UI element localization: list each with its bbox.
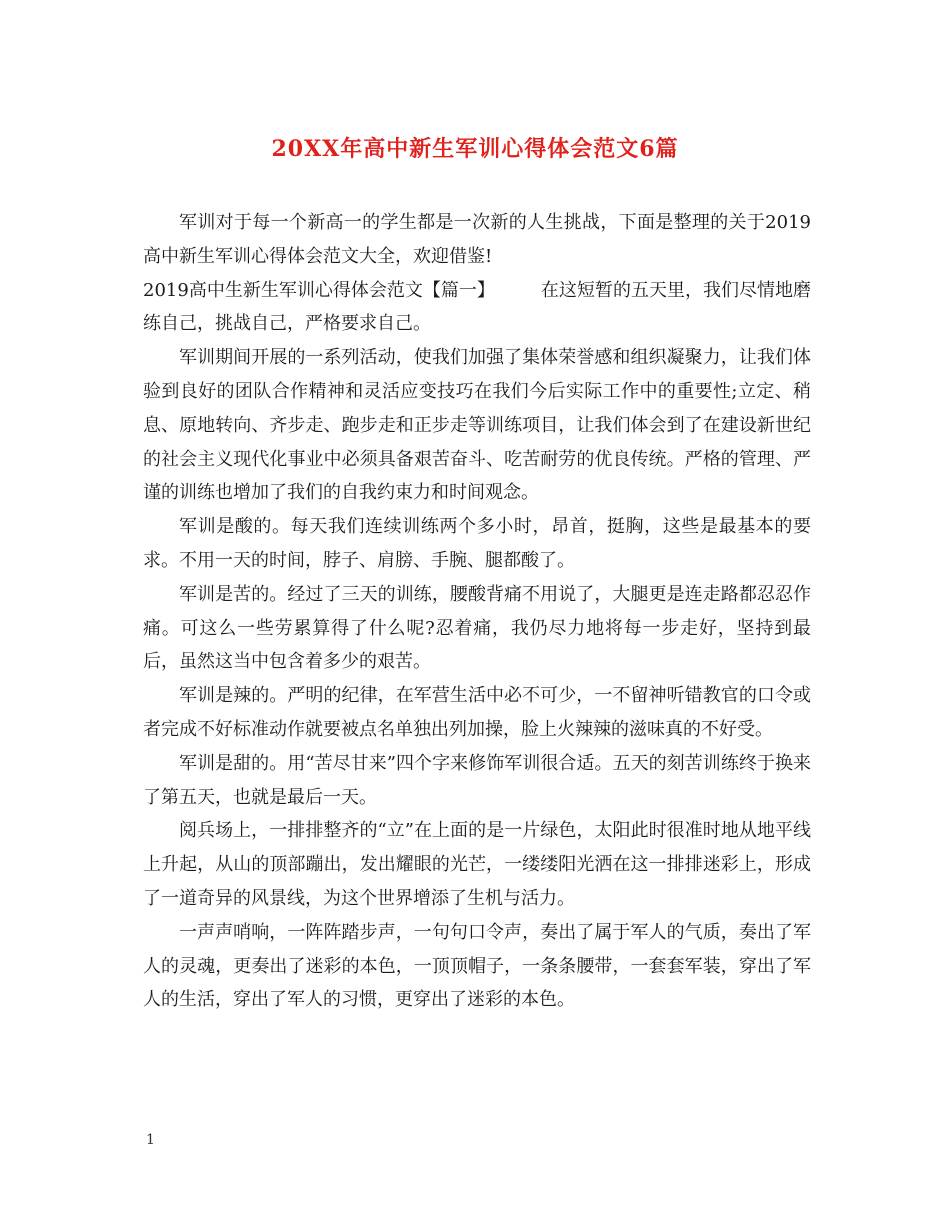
- document-body: [143, 206, 811, 1017]
- section-heading: 2019高中生新生军训心得体会范文【篇一】: [143, 279, 495, 301]
- body-paragraph: 军训是苦的。经过了三天的训练，腰酸背痛不用说了，大腿更是连走路都忍忍作痛。可这么一些劳累算得了什么呢?忍着痛，我仍尽力地将每一步走好，坚持到最后，虽然这当中包含着多少的艰苦。: [143, 583, 811, 673]
- body-paragraph: 一声声哨响，一阵阵踏步声，一句句口令声，奏出了属于军人的气质，奏出了军人的灵魂，更奏出了迷彩的本色，一顶顶帽子，一条条腰带，一套套军装，穿出了军人的生活，穿出了军人的习惯，更穿出了迷彩的本色。: [143, 921, 811, 1011]
- intro-paragraph: 军训对于每一个新高一的学生都是一次新的人生挑战，下面是整理的关于2019高中新生军训心得体会范文大全，欢迎借鉴!: [143, 212, 811, 267]
- body-paragraph: 军训是甜的。用“苦尽甘来”四个字来修饰军训很合适。五天的刻苦训练终于换来了第五天，也就是最后一天。: [143, 752, 811, 808]
- body-paragraph: 军训是酸的。每天我们连续训练两个多小时，昂首，挺胸，这些是最基本的要求。不用一天的时间，脖子、肩膀、手腕、腿都酸了。: [143, 516, 811, 571]
- page-number: 1: [146, 1132, 155, 1148]
- section-heading-paragraph: [143, 274, 811, 342]
- body-paragraph: 军训是辣的。严明的纪律，在军营生活中必不可少，一不留神听错教官的口令或者完成不好标准动作就要被点名单独出列加操，脸上火辣辣的滋味真的不好受。: [143, 685, 811, 740]
- body-paragraph: 军训期间开展的一系列活动，使我们加强了集体荣誉感和组织凝聚力，让我们体验到良好的团队合作精神和灵活应变技巧在我们今后实际工作中的重要性;立定、稍息、原地转向、齐步走、跑步走和正步走等训练项目，让我们体会到了在建设新世纪的社会主义现代化事业中必须具备艰苦奋斗、吃苦耐劳的优良传统。严格的管理、严谨的训练也增加了我们的自我约束力和时间观念。: [143, 347, 811, 504]
- body-paragraph: 阅兵场上，一排排整齐的“立”在上面的是一片绿色，太阳此时很准时地从地平线上升起，从山的顶部蹦出，发出耀眼的光芒，一缕缕阳光洒在这一排排迷彩上，形成了一道奇异的风景线，为这个世界增添了生机与活力。: [143, 820, 811, 909]
- section-first-text: 在这短暂的五天里，我们尽情地磨练自己，挑战自己，严格要求自己。: [143, 279, 812, 335]
- document-title: 20XX年高中新生军训心得体会范文6篇: [271, 136, 679, 162]
